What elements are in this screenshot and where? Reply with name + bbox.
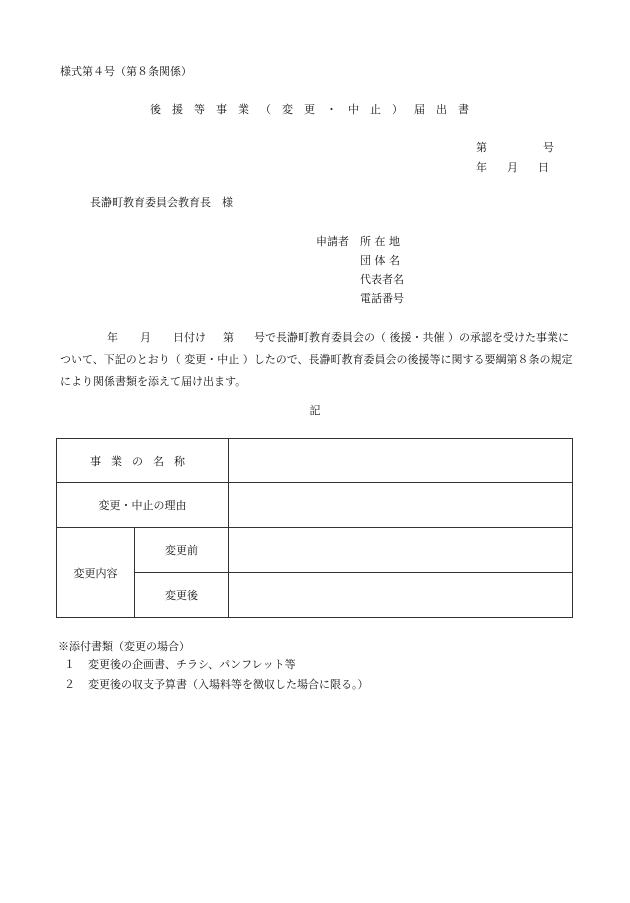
document-date-line (476, 162, 549, 173)
date-month: 月 (507, 161, 518, 174)
date-day: 日 (538, 161, 549, 174)
applicant-phone-row (316, 293, 404, 304)
document-number-line (476, 142, 554, 153)
body-paragraph (60, 327, 575, 393)
addressee: 長瀞町教育委員会教育長 様 (90, 196, 233, 209)
change-content-label: 変更内容 (57, 528, 135, 618)
applicant-representative-label: 代表者名 (360, 273, 404, 286)
attachment-text: 変更後の収支予算書（入場料等を徴収した場合に限る。） (88, 678, 369, 691)
attachment-item (64, 659, 296, 670)
document-title: 後援等事業（変更・中止）届出書 (150, 103, 480, 116)
attachments-title: ※添付書類（変更の場合） (58, 640, 190, 653)
applicant-representative-row (316, 274, 404, 285)
body-no: 第 (223, 331, 234, 344)
applicant-group-row (316, 255, 400, 266)
date-year: 年 (476, 161, 487, 174)
attachment-number: ２ (64, 678, 75, 691)
attachment-item (64, 679, 369, 690)
notification-table (56, 438, 573, 618)
attachment-number: １ (64, 658, 75, 671)
attachment-text: 変更後の企画書、チラシ、パンフレット等 (88, 658, 296, 671)
after-field[interactable] (229, 573, 573, 618)
body-text: 号で長瀞町教育委員会の（ 後援・共催 ）の承認を受けた事業について、下記のとおり（ 変更・中止 ）したので、長瀞町教育委員会の後援等に関する要綱第８条の規定により関係書類を添えて届け出ます。 (60, 331, 573, 388)
body-dated: 日付け (173, 331, 206, 344)
before-field[interactable] (229, 528, 573, 573)
body-month: 月 (140, 331, 151, 344)
reason-label: 変更・中止の理由 (57, 483, 229, 528)
before-label: 変更前 (135, 528, 229, 573)
body-year: 年 (107, 331, 118, 344)
applicant-address-label: 所 在 地 (360, 235, 400, 248)
applicant-label: 申請者 (316, 235, 349, 248)
applicant-address-row (316, 236, 400, 247)
applicant-group-label: 団 体 名 (360, 254, 400, 267)
after-label: 変更後 (135, 573, 229, 618)
event-name-field[interactable] (229, 439, 573, 483)
form-number: 様式第４号（第８条関係） (60, 65, 192, 78)
reason-field[interactable] (229, 483, 573, 528)
ki-heading: 記 (309, 404, 321, 417)
applicant-phone-label: 電話番号 (360, 292, 404, 305)
number-suffix: 号 (543, 141, 554, 154)
event-name-label: 事業の名称 (57, 439, 229, 483)
number-prefix: 第 (476, 141, 487, 154)
